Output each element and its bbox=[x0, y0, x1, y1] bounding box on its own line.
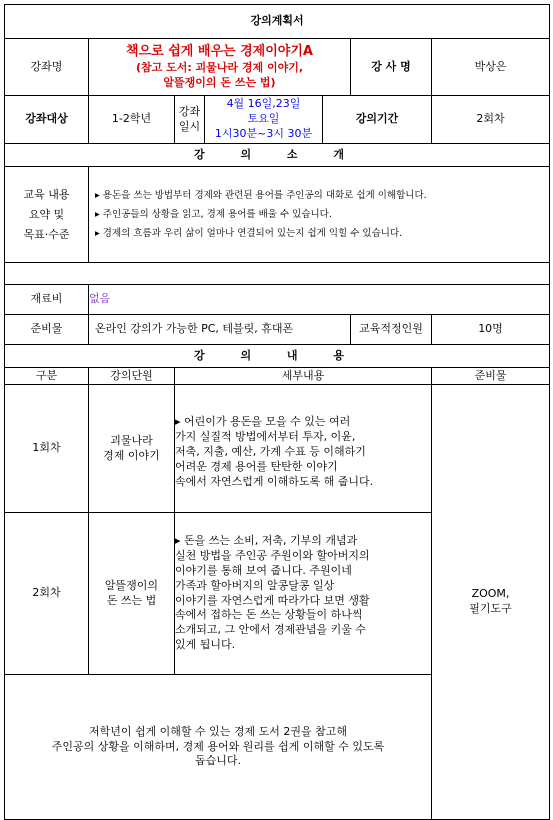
summary-line3: 돕습니다. bbox=[194, 754, 241, 768]
goals-list bbox=[89, 186, 549, 243]
date-label-line1: 강좌 bbox=[178, 104, 201, 118]
session-1-unit bbox=[89, 385, 175, 513]
session-2-detail-line: 소개되고, 그 안에서 경제관념을 키울 수 bbox=[175, 623, 366, 637]
instructor-label: 강 사 명 bbox=[351, 39, 432, 96]
supplies-line2: 필기도구 bbox=[469, 602, 512, 615]
date-label bbox=[175, 96, 205, 144]
date-value bbox=[205, 96, 323, 144]
session-1-unit-line1: 괴물나라 bbox=[110, 433, 153, 447]
session-2-detail-line: 가족과 할아버지의 알콩달콩 일상 bbox=[175, 578, 335, 592]
goals-label-line2: 요약 및 bbox=[28, 207, 65, 221]
session-2-detail-line: 실천 방법을 주인공 주원이와 할아버지의 bbox=[175, 548, 370, 562]
course-name-label: 강좌명 bbox=[5, 39, 89, 96]
session-2-detail-line: 이야기를 자연스럽게 따라가다 보면 생활 bbox=[175, 593, 370, 607]
session-1-label: 1회차 bbox=[5, 385, 89, 513]
goal-item: ▸ 용돈을 쓰는 방법부터 경제와 관련된 용어를 주인공의 대화로 쉽게 이해합니다. bbox=[95, 186, 543, 205]
col-header-division: 구분 bbox=[5, 368, 89, 385]
col-header-supplies: 준비물 bbox=[432, 368, 550, 385]
course-summary bbox=[5, 675, 432, 820]
session-1-detail-line: 저축, 지출, 예산, 가계 수표 등 이해하기 bbox=[175, 445, 366, 459]
prep-label: 준비물 bbox=[5, 315, 89, 345]
session-2-detail-line: ▸ 돈을 쓰는 소비, 저축, 기부의 개념과 bbox=[175, 534, 431, 549]
material-cost-value: 없음 bbox=[89, 285, 550, 315]
document-title: 강의계획서 bbox=[5, 5, 550, 39]
goals-content bbox=[89, 167, 550, 263]
session-2-detail-line: 속에서 접하는 돈 쓰는 상황들이 하나씩 bbox=[175, 608, 363, 622]
goals-label-line3: 목표·수준 bbox=[23, 227, 70, 241]
prep-value: 온라인 강의가 가능한 PC, 테블릿, 휴대폰 bbox=[89, 315, 351, 345]
session-2-unit-line2: 돈 쓰는 법 bbox=[106, 593, 157, 607]
intro-section-title: 강 의 소 개 bbox=[5, 144, 550, 167]
supplies-line1: ZOOM, bbox=[471, 587, 510, 601]
col-header-detail: 세부내용 bbox=[175, 368, 432, 385]
session-2-label: 2회차 bbox=[5, 513, 89, 675]
date-label-line2: 일시 bbox=[178, 119, 201, 133]
content-section-title: 강 의 내 용 bbox=[5, 345, 550, 368]
date-line2: 토요일 bbox=[247, 112, 280, 126]
goal-item: ▸ 주인공들의 상황을 읽고, 경제 용어를 배울 수 있습니다. bbox=[95, 205, 543, 224]
blank-row bbox=[5, 263, 550, 285]
instructor-name: 박상은 bbox=[432, 39, 550, 96]
goals-label-line1: 교육 내용 bbox=[23, 187, 70, 201]
course-name bbox=[89, 39, 351, 96]
session-supplies bbox=[432, 385, 550, 820]
capacity-label: 교육적정인원 bbox=[351, 315, 432, 345]
session-1-detail-line: 가지 실질적 방법에서부터 투자, 이윤, bbox=[175, 430, 356, 444]
session-2-detail bbox=[175, 513, 432, 675]
capacity-value: 10명 bbox=[432, 315, 550, 345]
date-line3: 1시30분~3시 30분 bbox=[214, 126, 313, 140]
target-label: 강좌대상 bbox=[5, 96, 89, 144]
session-1-detail-line: 속에서 자연스럽게 이해하도록 해 줍니다. bbox=[175, 474, 374, 488]
course-name-line3: 알뜰쟁이의 돈 쓰는 법) bbox=[163, 75, 276, 89]
col-header-unit: 강의단원 bbox=[89, 368, 175, 385]
goal-item: ▸ 경제의 흐름과 우리 삶이 얼마나 연결되어 있는지 쉽게 익힐 수 있습니다. bbox=[95, 224, 543, 243]
session-1-detail-line: ▸ 어린이가 용돈을 모을 수 있는 여러 bbox=[175, 415, 431, 430]
session-1-detail bbox=[175, 385, 432, 513]
session-2-detail-line: 이야기를 통해 보여 줍니다. 주원이네 bbox=[175, 563, 352, 577]
summary-line2: 주인공의 상황을 이해하며, 경제 용어와 원리를 쉽게 이해할 수 있도록 bbox=[51, 739, 385, 753]
session-2-unit-line1: 알뜰쟁이의 bbox=[104, 578, 159, 592]
period-label: 강의기간 bbox=[323, 96, 432, 144]
session-2-detail-line: 있게 됩니다. bbox=[175, 638, 236, 652]
course-name-line1: 책으로 쉽게 배우는 경제이야기A bbox=[126, 44, 313, 60]
summary-line1: 저학년이 쉽게 이해할 수 있는 경제 도서 2권을 참고해 bbox=[88, 724, 348, 738]
course-name-line2: (참고 도서: 괴물나라 경제 이야기, bbox=[135, 60, 304, 74]
period-value: 2회차 bbox=[432, 96, 550, 144]
target-value: 1-2학년 bbox=[89, 96, 175, 144]
session-1-unit-line2: 경제 이야기 bbox=[103, 448, 160, 462]
date-line1: 4월 16일,23일 bbox=[226, 97, 301, 111]
lecture-plan-table bbox=[4, 4, 550, 820]
session-2-unit bbox=[89, 513, 175, 675]
material-cost-label: 재료비 bbox=[5, 285, 89, 315]
session-1-detail-line: 어려운 경제 용어를 탄탄한 이야기 bbox=[175, 459, 338, 473]
goals-label bbox=[5, 167, 89, 263]
